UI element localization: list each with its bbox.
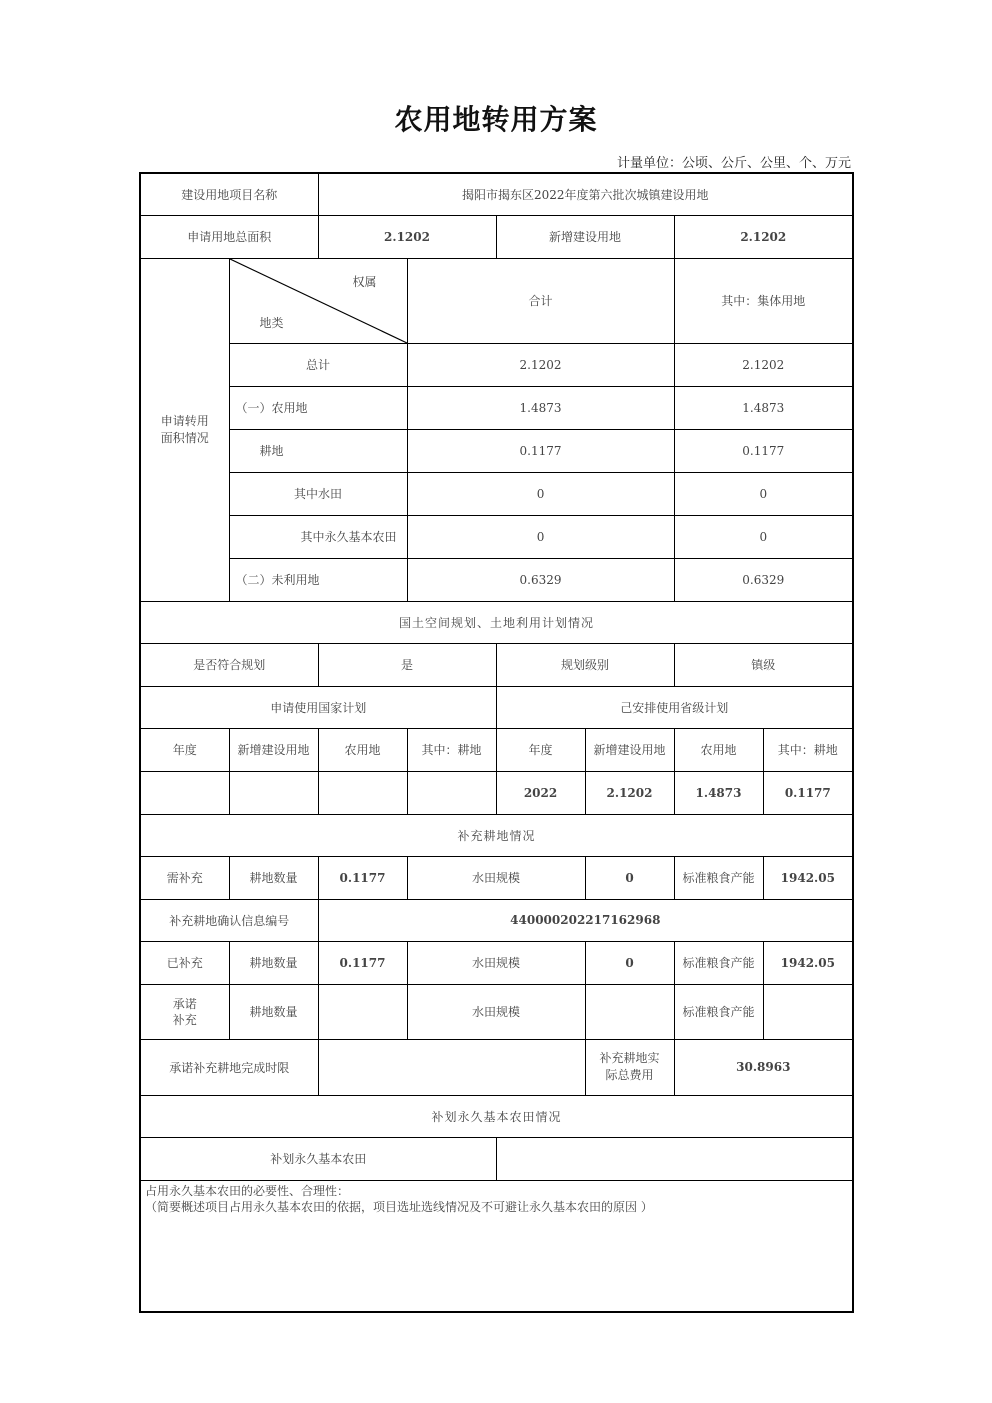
project-name-value: 揭阳市揭东区2022年度第六批次城镇建设用地 bbox=[318, 173, 853, 215]
plan-header-agricultural: 农用地 bbox=[674, 728, 763, 771]
total-area-value: 2.1202 bbox=[318, 215, 496, 258]
note-line-1: 占用永久基本农田的必要性、合理性： bbox=[145, 1183, 350, 1198]
row-total-value: 0.6329 bbox=[407, 558, 674, 601]
necessity-note bbox=[140, 1180, 853, 1312]
row-total-value: 2.1202 bbox=[407, 343, 674, 386]
cost-label: 补充耕地实际总费用 bbox=[585, 1039, 674, 1095]
farmland-row-value bbox=[496, 1137, 853, 1180]
plan-value-cell bbox=[407, 771, 496, 814]
row-collective-value: 0 bbox=[674, 515, 853, 558]
done-qty-value: 0.1177 bbox=[318, 941, 407, 984]
done-paddy-value: 0 bbox=[585, 941, 674, 984]
national-plan-label: 申请使用国家计划 bbox=[140, 686, 496, 728]
promise-grain-value bbox=[763, 984, 853, 1039]
plan-value-cell bbox=[140, 771, 229, 814]
land-type-label: 地类 bbox=[259, 315, 284, 330]
total-area-label: 申请用地总面积 bbox=[140, 215, 318, 258]
cost-value: 30.8963 bbox=[674, 1039, 853, 1095]
promise-paddy-value bbox=[585, 984, 674, 1039]
paddy-label: 水田规模 bbox=[407, 856, 585, 899]
row-collective-value: 0.1177 bbox=[674, 429, 853, 472]
plan-header-cultivated: 其中：耕地 bbox=[407, 728, 496, 771]
row-label-permanent-farmland: 其中永久基本农田 bbox=[229, 515, 407, 558]
plan-header-agricultural: 农用地 bbox=[318, 728, 407, 771]
row-collective-value: 0 bbox=[674, 472, 853, 515]
plan-header-year: 年度 bbox=[140, 728, 229, 771]
conform-planning-label: 是否符合规划 bbox=[140, 643, 318, 686]
planning-level-label: 规划级别 bbox=[496, 643, 674, 686]
paddy-label: 水田规模 bbox=[407, 984, 585, 1039]
plan-value-cultivated: 0.1177 bbox=[763, 771, 853, 814]
col-collective-header: 其中：集体用地 bbox=[674, 258, 853, 343]
grain-label: 标准粮食产能 bbox=[674, 984, 763, 1039]
done-grain-value: 1942.05 bbox=[763, 941, 853, 984]
provincial-plan-label: 己安排使用省级计划 bbox=[496, 686, 853, 728]
row-total-value: 0.1177 bbox=[407, 429, 674, 472]
row-label-cultivated: 耕地 bbox=[229, 429, 407, 472]
farmland-section-title: 补划永久基本农田情况 bbox=[140, 1095, 853, 1137]
col-total-header: 合计 bbox=[407, 258, 674, 343]
conversion-group-label: 申请转用面积情况 bbox=[140, 258, 229, 601]
note-line-2: （简要概述项目占用永久基本农田的依据，项目选址选线情况及不可避让永久基本农田的原因 ） bbox=[145, 1199, 653, 1214]
grain-label: 标准粮食产能 bbox=[674, 941, 763, 984]
row-collective-value: 2.1202 bbox=[674, 343, 853, 386]
grain-label: 标准粮食产能 bbox=[674, 856, 763, 899]
qty-label: 耕地数量 bbox=[229, 856, 318, 899]
promise-qty-value bbox=[318, 984, 407, 1039]
row-total-value: 0 bbox=[407, 515, 674, 558]
plan-header-new-construction: 新增建设用地 bbox=[585, 728, 674, 771]
new-construction-value: 2.1202 bbox=[674, 215, 853, 258]
conversion-plan-table bbox=[139, 172, 854, 1313]
confirm-number-value: 440000202217162968 bbox=[318, 899, 853, 941]
row-label-unused: （二）未利用地 bbox=[229, 558, 407, 601]
plan-header-new-construction: 新增建设用地 bbox=[229, 728, 318, 771]
plan-value-year: 2022 bbox=[496, 771, 585, 814]
promise-supplement-label: 承诺补充 bbox=[140, 984, 229, 1039]
supplement-section-title: 补充耕地情况 bbox=[140, 814, 853, 856]
plan-value-cell bbox=[229, 771, 318, 814]
planning-section-title: 国土空间规划、土地利用计划情况 bbox=[140, 601, 853, 643]
plan-header-year: 年度 bbox=[496, 728, 585, 771]
qty-label: 耕地数量 bbox=[229, 984, 318, 1039]
row-total-value: 1.4873 bbox=[407, 386, 674, 429]
done-supplement-label: 已补充 bbox=[140, 941, 229, 984]
row-label-paddy: 其中水田 bbox=[229, 472, 407, 515]
row-label-agricultural: （一）农用地 bbox=[229, 386, 407, 429]
measurement-unit: 计量单位：公顷、公斤、公里、个、万元 bbox=[616, 156, 851, 171]
project-name-label: 建设用地项目名称 bbox=[140, 173, 318, 215]
plan-value-new-construction: 2.1202 bbox=[585, 771, 674, 814]
conform-planning-value: 是 bbox=[318, 643, 496, 686]
page-title: 农用地转用方案 bbox=[394, 103, 598, 136]
diagonal-line bbox=[230, 259, 407, 343]
diagonal-header-cell bbox=[229, 258, 407, 343]
paddy-label: 水田规模 bbox=[407, 941, 585, 984]
need-supplement-label: 需补充 bbox=[140, 856, 229, 899]
confirm-number-label: 补充耕地确认信息编号 bbox=[140, 899, 318, 941]
need-paddy-value: 0 bbox=[585, 856, 674, 899]
need-grain-value: 1942.05 bbox=[763, 856, 853, 899]
need-qty-value: 0.1177 bbox=[318, 856, 407, 899]
plan-header-cultivated: 其中：耕地 bbox=[763, 728, 853, 771]
qty-label: 耕地数量 bbox=[229, 941, 318, 984]
row-collective-value: 1.4873 bbox=[674, 386, 853, 429]
new-construction-label: 新增建设用地 bbox=[496, 215, 674, 258]
promise-time-label: 承诺补充耕地完成时限 bbox=[140, 1039, 318, 1095]
farmland-row-label: 补划永久基本农田 bbox=[140, 1137, 496, 1180]
row-collective-value: 0.6329 bbox=[674, 558, 853, 601]
plan-value-agricultural: 1.4873 bbox=[674, 771, 763, 814]
row-total-value: 0 bbox=[407, 472, 674, 515]
row-label-total: 总计 bbox=[229, 343, 407, 386]
plan-value-cell bbox=[318, 771, 407, 814]
promise-time-value bbox=[318, 1039, 585, 1095]
ownership-label: 权属 bbox=[352, 274, 377, 289]
planning-level-value: 镇级 bbox=[674, 643, 853, 686]
